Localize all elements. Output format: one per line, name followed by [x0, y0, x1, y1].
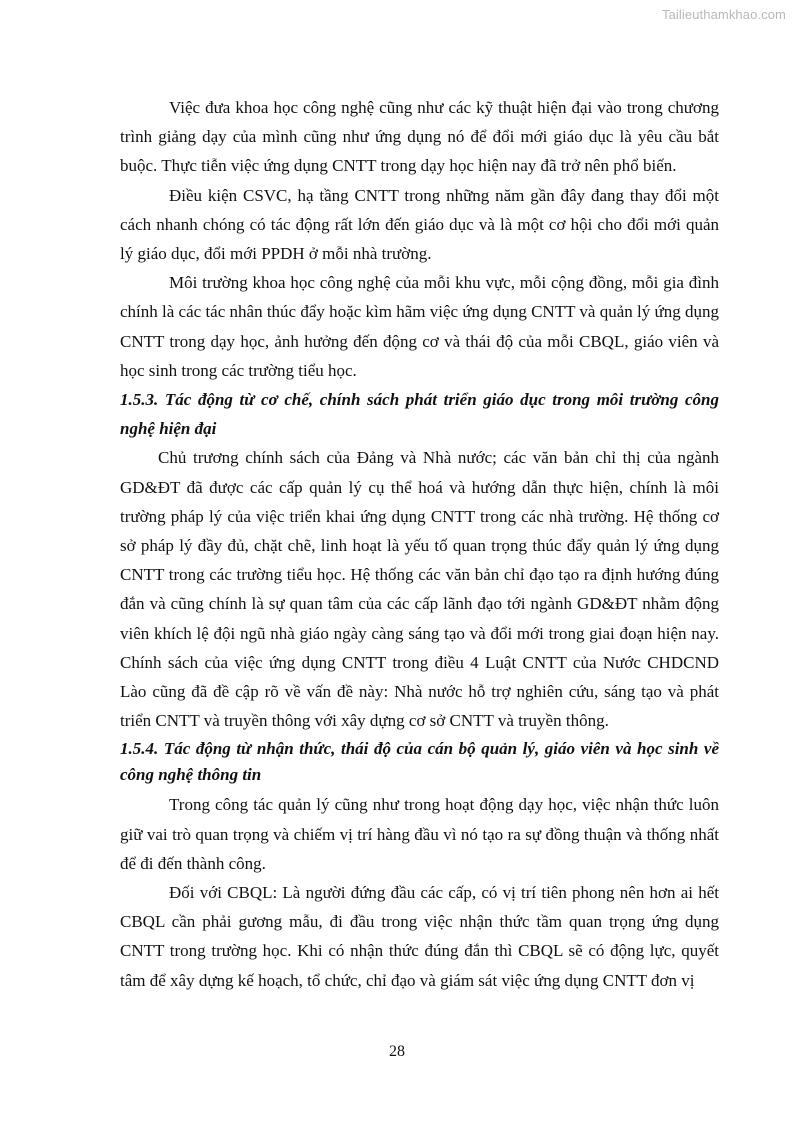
paragraph-policy: Chủ trương chính sách của Đảng và Nhà nước; các văn bản chỉ thị của ngành GD&ĐT đã được các cấp quản lý cụ thể hoá và hướng dẫn thực hiện, chính là môi trường pháp lý của việc triển khai ứng dụng CNTT trong các nhà trường. Hệ thống cơ sở pháp lý đầy đủ, chặt chẽ, linh hoạt là yếu tố quan trọng thúc đẩy quản lý ứng dụng CNTT trong các trường tiểu học. Hệ thống các văn bản chỉ đạo tạo ra định hướng đúng đắn và cũng chính là sự quan tâm của các cấp lãnh đạo tới ngành GD&ĐT nhằm động viên khích lệ đội ngũ nhà giáo ngày càng sáng tạo và đổi mới trong giai đoạn hiện nay. Chính sách của việc ứng dụng CNTT trong điều 4 Luật CNTT của Nước CHDCND Lào cũng đã đề cập rõ về vấn đề này: Nhà nước hỗ trợ nghiên cứu, sáng tạo và phát triển CNTT và truyền thông với xây dựng cơ sở CNTT và truyền thông. [120, 448, 719, 731]
watermark: Tailieuthamkhao.com [661, 7, 786, 22]
paragraph-infrastructure: Điều kiện CSVC, hạ tầng CNTT trong những năm gần đây đang thay đổi một cách nhanh chóng có tác động rất lớn đến giáo dục và là một cơ hội cho đổi mới quản lý giáo dục, đổi mới PPDH ở mỗi nhà trường. [120, 185, 719, 264]
section-heading-1-5-3: 1.5.3. Tác động từ cơ chế, chính sách phát triển giáo dục trong môi trường công nghệ hiện đại [120, 390, 719, 439]
paragraph-environment: Môi trường khoa học công nghệ của mỗi khu vực, mỗi cộng đồng, mỗi gia đình chính là các tác nhân thúc đẩy hoặc kìm hãm việc ứng dụng CNTT và quản lý ứng dụng CNTT trong dạy học, ảnh hưởng đến động cơ và thái độ của mỗi CBQL, giáo viên và học sinh trong các trường tiểu học. [120, 273, 719, 380]
page-body [120, 93, 719, 995]
paragraph-awareness: Trong công tác quản lý cũng như trong hoạt động dạy học, việc nhận thức luôn giữ vai trò quan trọng và chiếm vị trí hàng đầu vì nó tạo ra sự đồng thuận và thống nhất để đi đến thành công. [120, 795, 719, 873]
section-heading-1-5-4: 1.5.4. Tác động từ nhận thức, thái độ của cán bộ quản lý, giáo viên và học sinh về công nghệ thông tin [120, 739, 719, 785]
paragraph-cbql: Đối với CBQL: Là người đứng đầu các cấp, có vị trí tiên phong nên hơn ai hết CBQL cần phải gương mẫu, đi đầu trong việc nhận thức tầm quan trọng ứng dụng CNTT trong trường học. Khi có nhận thức đúng đắn thì CBQL sẽ có động lực, quyết tâm để xây dựng kế hoạch, tổ chức, chỉ đạo và giám sát việc ứng dụng CNTT đơn vị [120, 883, 719, 990]
paragraph-intro: Việc đưa khoa học công nghệ cũng như các kỹ thuật hiện đại vào trong chương trình giảng dạy của mình cũng như ứng dụng nó để đổi mới giáo dục là yêu cầu bắt buộc. Thực tiễn việc ứng dụng CNTT trong dạy học hiện nay đã trở nên phổ biến. [120, 98, 719, 176]
page-number: 28 [389, 1043, 405, 1060]
